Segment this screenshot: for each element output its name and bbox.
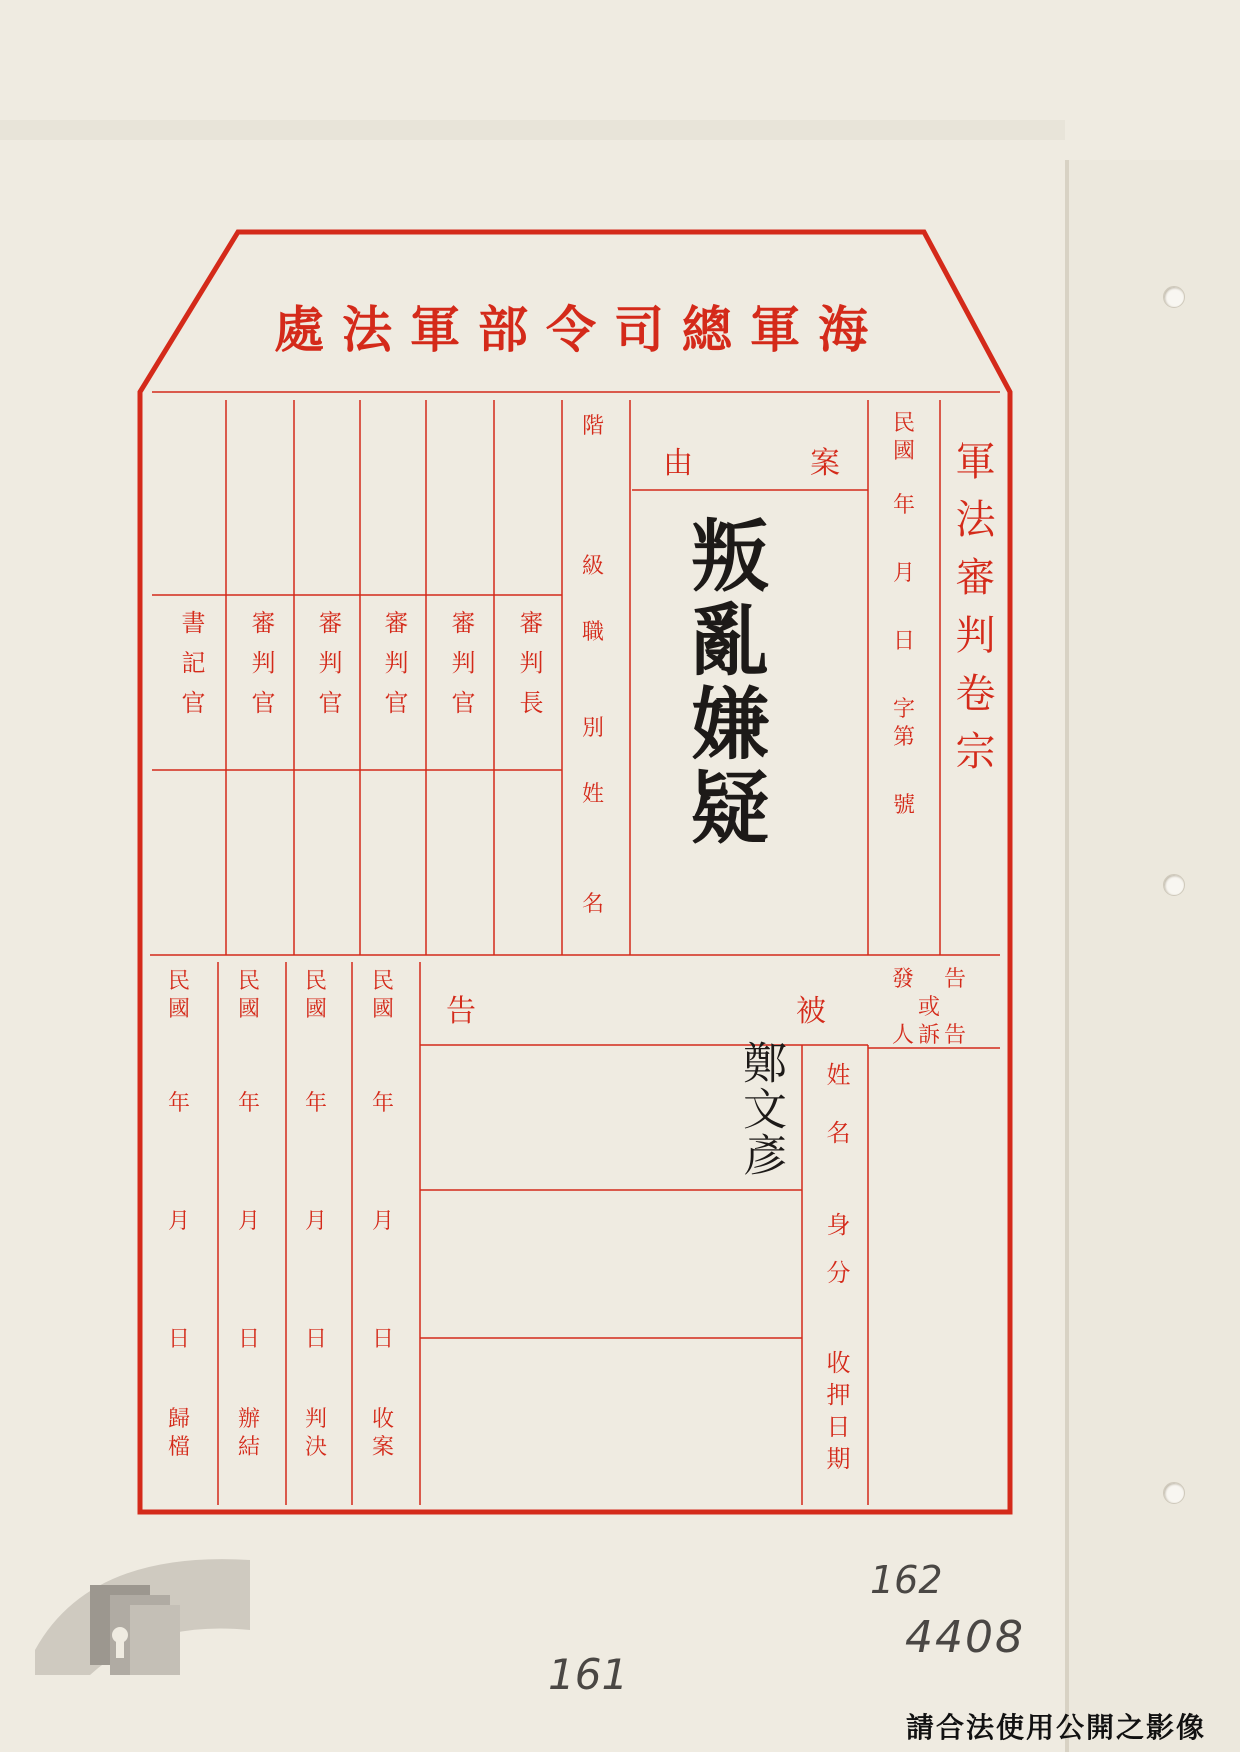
rank-char: 別 xyxy=(582,716,605,741)
year-label: 年 xyxy=(305,1091,328,1116)
judge-2: 審判官 xyxy=(380,610,408,730)
day-label: 日 xyxy=(305,1327,328,1352)
complainant-a: 告 xyxy=(944,967,967,992)
day-label: 日 xyxy=(168,1327,191,1352)
page-number-mid: 161 xyxy=(548,1650,629,1699)
judge-1: 審判官 xyxy=(447,610,475,730)
month-label: 月 xyxy=(168,1209,191,1234)
page-number-top: 162 xyxy=(870,1558,943,1602)
rank-block xyxy=(582,412,610,920)
rank-char: 職 xyxy=(582,620,605,645)
month-label: 月 xyxy=(238,1209,261,1234)
month-label: 月 xyxy=(893,561,916,586)
date-col-archive xyxy=(168,968,196,1462)
archive-code: 4408 xyxy=(905,1612,1025,1663)
stage-label: 判決 xyxy=(305,1407,328,1460)
archive-logo-icon xyxy=(30,1540,260,1680)
case-value: 叛亂嫌疑 xyxy=(678,515,769,851)
era-label: 民國 xyxy=(893,411,916,464)
month-label: 月 xyxy=(305,1209,328,1234)
era-label: 民國 xyxy=(305,969,328,1022)
complainant-b: 或 xyxy=(918,995,941,1020)
stage-label: 收案 xyxy=(372,1407,395,1460)
complainant-c: 告 xyxy=(944,1023,967,1048)
rank-char: 階 xyxy=(582,414,605,439)
complainant-d: 發 xyxy=(892,967,915,992)
judge-3: 審判官 xyxy=(314,610,342,730)
page-title: 海軍總司令部軍法處 xyxy=(274,300,886,359)
file-label: 軍法審判卷宗 xyxy=(949,440,995,788)
complainant-f: 人 xyxy=(892,1023,915,1048)
custody-date-label: 收押日期 xyxy=(822,1350,850,1478)
rank-char: 級 xyxy=(582,554,605,579)
era-label: 民國 xyxy=(168,969,191,1022)
year-label: 年 xyxy=(893,493,916,518)
complainant-e: 訴 xyxy=(918,1023,941,1048)
era-label: 民國 xyxy=(238,969,261,1022)
stage-label: 歸檔 xyxy=(168,1407,191,1460)
month-label: 月 xyxy=(372,1209,395,1234)
era-label: 民國 xyxy=(372,969,395,1022)
defendant-label-b: 告 xyxy=(446,994,476,1029)
case-label-b: 由 xyxy=(663,446,693,481)
rank-char: 名 xyxy=(582,892,605,917)
defendant-label-a: 被 xyxy=(796,994,826,1029)
judge-4: 審判官 xyxy=(247,610,275,730)
date-col-close xyxy=(238,968,266,1462)
serial-prefix: 字第 xyxy=(893,697,916,750)
defendant-name-value: 鄭文彥 xyxy=(735,1040,786,1178)
rank-char: 姓 xyxy=(582,782,605,807)
case-label-a: 案 xyxy=(810,446,840,481)
day-label: 日 xyxy=(372,1327,395,1352)
clerk: 書記官 xyxy=(177,610,205,730)
defendant-name-label: 姓名 xyxy=(822,1062,850,1178)
serial-suffix: 號 xyxy=(893,793,916,818)
date-col-verdict xyxy=(305,968,333,1462)
issue-date-block xyxy=(893,410,921,820)
date-col-receive xyxy=(372,968,400,1462)
day-label: 日 xyxy=(893,629,916,654)
day-label: 日 xyxy=(238,1327,261,1352)
judge-chief: 審判長 xyxy=(515,610,543,730)
defendant-status-label: 身分 xyxy=(822,1212,850,1308)
stage-label: 辦結 xyxy=(238,1407,261,1460)
usage-notice: 請合法使用公開之影像 xyxy=(905,1711,1206,1744)
year-label: 年 xyxy=(372,1091,395,1116)
year-label: 年 xyxy=(238,1091,261,1116)
year-label: 年 xyxy=(168,1091,191,1116)
